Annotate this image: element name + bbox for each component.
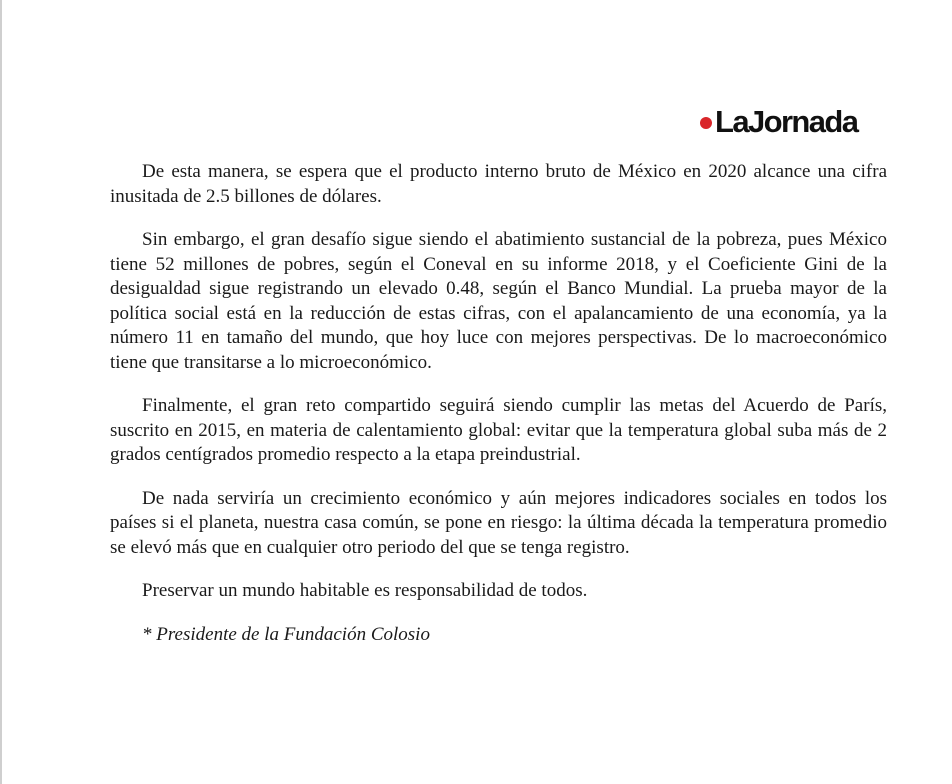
logo-dot-icon (700, 117, 712, 129)
author-credit: * Presidente de la Fundación Colosio (142, 623, 430, 645)
paragraph-2: Sin embargo, el gran desafío sigue siendo el abatimiento sustancial de la pobreza, pues México tiene 52 millones de pobres, según el Coneval en su informe 2018, y el Coeficiente Gini de la desigualdad sigue registrando un elevado 0.48, según el Banco Mundial. La prueba mayor de la política social está en la reducción de estas cifras, con el apalancamiento de una economía, ya la número 11 en tamaño del mundo, que hoy luce con mejores perspectivas. De lo macroeconómico tiene que transitarse a lo microeconómico. (110, 229, 887, 373)
paragraph-5: Preservar un mundo habitable es responsabilidad de todos. (142, 580, 588, 601)
article-body (110, 160, 887, 666)
paragraph-1: De esta manera, se espera que el producto interno bruto de México en 2020 alcance una cifra inusitada de 2.5 billones de dólares. (110, 161, 887, 207)
logo-text: LaJornada (715, 103, 858, 139)
paragraph-3: Finalmente, el gran reto compartido seguirá siendo cumplir las metas del Acuerdo de París, suscrito en 2015, en materia de calentamiento global: evitar que la temperatura global suba más de 2 grados centígrados promedio respecto a la etapa preindustrial. (110, 395, 887, 465)
la-jornada-logo (700, 103, 857, 139)
paragraph-4: De nada serviría un crecimiento económico y aún mejores indicadores sociales en todos los países si el planeta, nuestra casa común, se pone en riesgo: la última década la temperatura promedio se elevó más que en cualquier otro periodo del que se tenga registro. (110, 487, 887, 558)
